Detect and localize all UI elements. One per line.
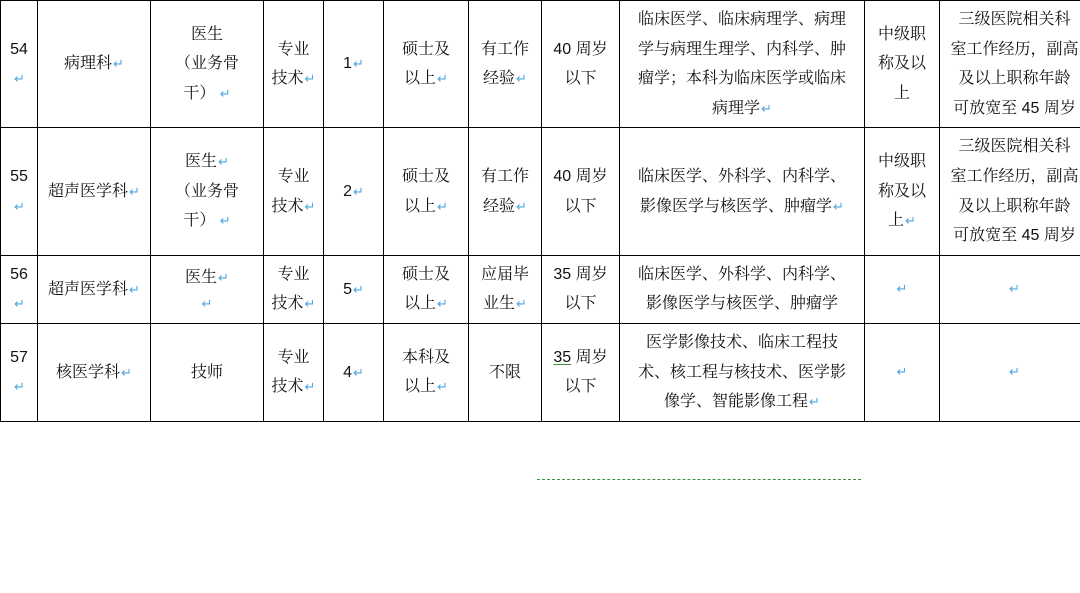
experience-line: 有工作 [480,40,529,58]
post-line-last [156,206,258,236]
post-line-text: 医生 [185,153,218,171]
education-line-last [389,64,463,94]
post-line-text: 干） [183,212,216,230]
paragraph-mark-icon [156,292,258,316]
serial-number-text: 57 [10,348,28,366]
experience-line-last [474,64,536,94]
paragraph-mark-icon [437,199,448,214]
age-line: 40 周岁 [553,40,608,58]
paragraph-mark-icon [220,213,231,228]
department-text: 病理科 [64,55,113,73]
post-line: 技师 [190,363,223,381]
cell-education [384,1,469,128]
table-row [1,323,1080,421]
experience-line-last [474,289,536,319]
paragraph-mark-icon [809,394,820,409]
paragraph-mark-icon [945,360,1080,384]
department-text: 核医学科 [56,363,121,381]
post-line: （业务骨 [174,55,239,73]
post-line-last [156,79,258,109]
cell-post [151,1,264,128]
cell-title-requirement [865,1,940,128]
post-type-line-last [269,289,318,319]
paragraph-mark-icon [305,71,316,86]
paragraph-mark-icon [516,199,527,214]
age-line: 35 周岁 [553,265,608,283]
major-line: 临床医学、外科学、内科学、 [637,167,846,185]
post-type-line-text: 技术 [271,295,304,313]
paragraph-mark-icon [305,379,316,394]
major-line-last [625,387,859,417]
education-line: 硕士及 [401,167,450,185]
cell-experience [469,1,542,128]
paragraph-mark-icon [945,277,1080,301]
cell-education [384,255,469,323]
post-line: 医生 [190,25,223,43]
count-text: 5 [343,280,352,298]
major-line-last [625,94,859,124]
education-line-text: 以上 [404,295,437,313]
table-row [1,255,1080,323]
post-line: （业务骨 [174,182,239,200]
experience-line: 有工作 [480,167,529,185]
education-line: 硕士及 [401,265,450,283]
age-line: 以下 [564,295,597,313]
remark-line: 三级医院相关科 [958,138,1071,156]
paragraph-mark-icon [14,71,25,86]
paragraph-mark-icon [218,270,229,285]
major-line-last [625,192,859,222]
education-line-text: 以上 [404,378,437,396]
experience-line-text: 经验 [483,197,516,215]
count-text: 4 [343,363,352,381]
age-line: 以下 [564,70,597,88]
age-line-first: 35 周岁 [553,348,608,366]
experience-line-text: 经验 [483,70,516,88]
remark-line: 及以上职称年龄 [958,197,1071,215]
title-line: 称及以 [877,55,926,73]
table-row [1,1,1080,128]
post-type-line-text: 技术 [271,70,304,88]
major-line: 临床医学、临床病理学、病理 [637,11,846,28]
major-line: 术、核工程与核技术、医学影 [637,363,846,381]
cell-count [324,255,384,323]
paragraph-mark-icon [14,296,25,311]
cell-serial-number [1,323,38,421]
cell-experience [469,128,542,255]
experience-line: 不限 [488,363,521,381]
cell-title-requirement [865,128,940,255]
education-line-last [389,192,463,222]
paragraph-mark-icon [437,379,448,394]
title-line: 上 [893,84,910,102]
cell-post-type [264,1,324,128]
cell-post [151,255,264,323]
count-text: 1 [343,55,352,73]
cell-title-requirement [865,323,940,421]
paragraph-mark-icon [761,101,772,116]
major-line: 学与病理生理学、内科学、肿 [637,40,846,58]
remark-line: 三级医院相关科 [958,11,1071,28]
age-line: 以下 [564,378,597,396]
cell-serial-number [1,128,38,255]
count-text: 2 [343,182,352,200]
cell-serial-number [1,255,38,323]
paragraph-mark-icon [437,296,448,311]
paragraph-mark-icon [516,296,527,311]
paragraph-mark-icon [353,184,364,199]
paragraph-mark-icon [833,199,844,214]
cell-education [384,323,469,421]
paragraph-mark-icon [129,282,140,297]
paragraph-mark-icon [353,282,364,297]
education-line-text: 以上 [404,70,437,88]
paragraph-mark-icon [437,71,448,86]
serial-number-text: 56 [10,265,28,283]
cell-post-type [264,128,324,255]
paragraph-mark-icon [113,56,124,71]
department-text: 超声医学科 [48,182,129,200]
post-type-line: 专业 [277,167,310,185]
paragraph-mark-icon [870,360,934,384]
experience-line: 应届毕 [480,265,529,283]
cell-age [542,1,620,128]
education-line-last [389,289,463,319]
cell-experience [469,255,542,323]
paragraph-mark-icon [121,365,132,380]
paragraph-mark-icon [14,379,25,394]
major-line-text: 像学、智能影像工程 [664,393,809,411]
post-type-line: 专业 [277,265,310,283]
cell-remark [940,128,1080,255]
major-line: 临床医学、外科学、内科学、 [637,265,846,283]
post-type-line-text: 技术 [271,197,304,215]
education-line-last [389,372,463,402]
title-line-text: 上 [888,212,905,230]
paragraph-mark-icon [129,184,140,199]
cell-age [542,323,620,421]
age-line: 40 周岁 [553,167,608,185]
paragraph-mark-icon [305,296,316,311]
cell-remark [940,323,1080,421]
cell-department [38,128,151,255]
paragraph-mark-icon [353,365,364,380]
remark-line: 可放宽至 45 周岁 [953,227,1076,245]
cell-count [324,323,384,421]
post-type-line-last [269,64,318,94]
serial-number-text: 54 [10,40,28,58]
cell-department [38,1,151,128]
revision-dashed-line [537,479,861,480]
cell-major [620,255,865,323]
remark-line: 可放宽至 45 周岁 [953,99,1076,117]
cell-department [38,255,151,323]
cell-serial-number [1,1,38,128]
remark-line: 室工作经历，副高 [950,167,1079,185]
paragraph-mark-icon [870,277,934,301]
post-line-text: 医生 [185,268,218,286]
cell-post-type [264,323,324,421]
age-number-revised: 35 [553,348,572,366]
cell-post [151,128,264,255]
post-type-line-text: 技术 [271,378,304,396]
major-line: 影像医学与核医学、肿瘤学 [645,295,838,313]
cell-experience [469,323,542,421]
cell-education [384,128,469,255]
experience-line-text: 业生 [483,295,516,313]
paragraph-mark-icon [516,71,527,86]
education-line: 本科及 [401,348,450,366]
cell-title-requirement [865,255,940,323]
cell-count [324,1,384,128]
department-text: 超声医学科 [48,280,129,298]
title-line: 中级职 [877,25,926,43]
major-line: 瘤学；本科为临床医学或临床 [637,70,846,88]
age-line: 以下 [564,197,597,215]
major-line-text: 病理学 [712,99,761,117]
cell-age [542,128,620,255]
paragraph-mark-icon [220,86,231,101]
remark-line: 及以上职称年龄 [958,70,1071,88]
post-type-line-last [269,192,318,222]
post-line-first [156,147,258,177]
post-type-line: 专业 [277,40,310,58]
post-type-line-last [269,372,318,402]
post-line-text: 干） [183,84,216,102]
table-row [1,128,1080,255]
paragraph-mark-icon [305,199,316,214]
cell-major [620,1,865,128]
cell-post [151,323,264,421]
major-line-text: 影像医学与核医学、肿瘤学 [640,197,833,215]
title-line: 称及以 [877,182,926,200]
education-line: 硕士及 [401,40,450,58]
paragraph-mark-icon [353,56,364,71]
title-line-last [870,206,934,236]
education-line-text: 以上 [404,197,437,215]
cell-major [620,128,865,255]
experience-line-last [474,192,536,222]
paragraph-mark-icon [14,199,25,214]
paragraph-mark-icon [905,213,916,228]
serial-number-text: 55 [10,167,28,185]
paragraph-mark-icon [218,154,229,169]
cell-age [542,255,620,323]
cell-remark [940,255,1080,323]
post-type-line: 专业 [277,348,310,366]
cell-count [324,128,384,255]
post-line-first [156,263,258,293]
cell-department [38,323,151,421]
major-line: 医学影像技术、临床工程技 [645,333,838,351]
cell-major [620,323,865,421]
cell-post-type [264,255,324,323]
cell-remark [940,1,1080,128]
title-line: 中级职 [877,153,926,171]
remark-line: 室工作经历，副高 [950,40,1079,58]
